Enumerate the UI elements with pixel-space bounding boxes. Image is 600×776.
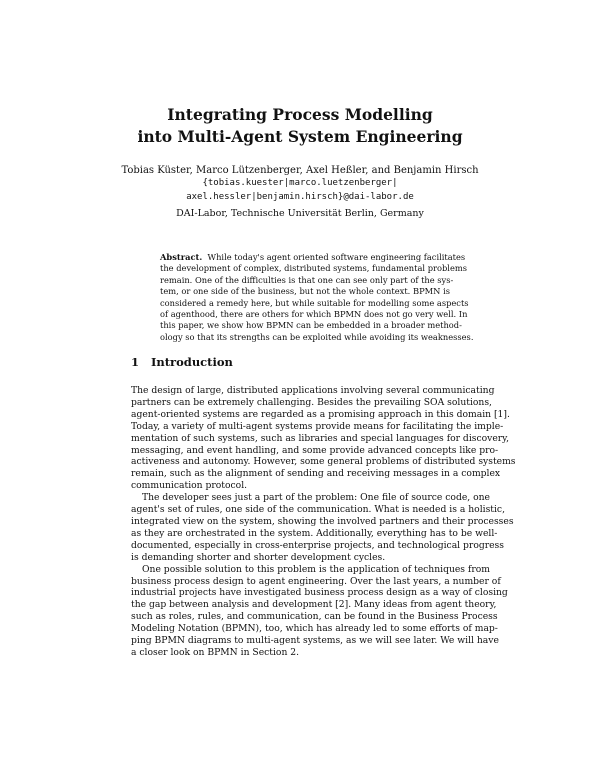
abstract-line: the development of complex, distributed systems, fundamental problems [160,263,467,274]
text-line: industrial projects have investigated business process design as a way of closing [131,587,508,599]
abstract-line: ology so that its strengths can be exploited while avoiding its weaknesses. [160,331,474,342]
abstract-line [160,252,466,263]
text-line: documented, especially in cross-enterprise projects, and technological progress [131,539,504,551]
abstract-line: of agenthood, there are others for which BPMN does not go very well. In [160,309,468,320]
author-email: axel.hessler|benjamin.hirsch}@dai-labor.de [186,191,414,202]
text-line: integrated view on the system, showing the involved partners and their processes [131,515,514,527]
section-number: 1 [131,355,140,369]
text-line: agent-oriented systems are regarded as a promising approach in this domain [1]. [131,408,510,420]
text-line: is demanding shorter and shorter development cycles. [131,551,386,563]
author-block [0,164,600,204]
text-line: The design of large, distributed applications involving several communicating [131,385,495,396]
title-line: into Multi-Agent System Engineering [137,127,463,146]
text-line: partners can be extremely challenging. Besides the prevailing SOA solutions, [131,396,492,408]
title-line: Integrating Process Modelling [167,105,433,124]
text-line: the gap between analysis and development [2]. Many ideas from agent theory, [131,599,497,611]
text-line: remain, such as the alignment of sending and receiving messages in a complex [131,468,501,480]
text-line: such as roles, rules, and communication, can be found in the Business Process [131,611,498,623]
author-email: {tobias.kuester|marco.luetzenberger| [202,178,398,189]
text-line: activeness and autonomy. However, some general problems of distributed systems [131,456,516,468]
text-line: messaging, and event handling, and some provide advanced concepts like pro- [131,444,499,456]
text-line: ping BPMN diagrams to multi-agent systems, as we will see later. We will have [131,635,499,647]
abstract-line: remain. One of the difficulties is that one can see only part of the sys- [160,274,454,285]
affiliation: DAI-Labor, Technische Universität Berlin, Germany [176,208,424,219]
section-heading [131,355,233,369]
text-line: a closer look on BPMN in Section 2. [131,646,300,658]
paragraph [131,492,514,563]
text-line: communication protocol. [131,480,248,492]
text-line: Modeling Notation (BPMN), too, which has already led to some efforts of map- [131,623,498,635]
paragraph [131,385,516,492]
abstract-line: considered a remedy here, but while suitable for modelling some aspects [160,297,469,308]
abstract [160,252,474,343]
abstract-line: this paper, we show how BPMN can be embedded in a broader method- [160,320,462,331]
paper-title [0,104,600,148]
abstract-line: tem, or one side of the business, but not the whole context. BPMN is [160,286,450,297]
text-line: agent's set of rules, one side of the communication. What is needed is a holistic, [131,504,506,516]
abstract-heading: Abstract. [160,252,203,262]
text-line: Today, a variety of multi-agent systems provide means for facilitating the imple- [131,420,504,432]
section-title: Introduction [151,355,233,369]
text-line: mentation of such systems, such as libraries and special languages for discovery, [131,432,510,444]
paragraph [131,563,508,659]
author-names: Tobias Küster, Marco Lützenberger, Axel Heßler, and Benjamin Hirsch [121,165,479,176]
abstract-text: While today's agent oriented software engineering facilitates [207,252,466,262]
text-line: One possible solution to this problem is the application of techniques from [142,563,490,575]
text-line: business process design to agent engineering. Over the last years, a number of [131,575,501,587]
text-line: The developer sees just a part of the problem: One file of source code, one [142,492,490,504]
text-line: as they are orchestrated in the system. Additionally, everything has to be well- [131,527,498,539]
body-text [131,385,516,659]
